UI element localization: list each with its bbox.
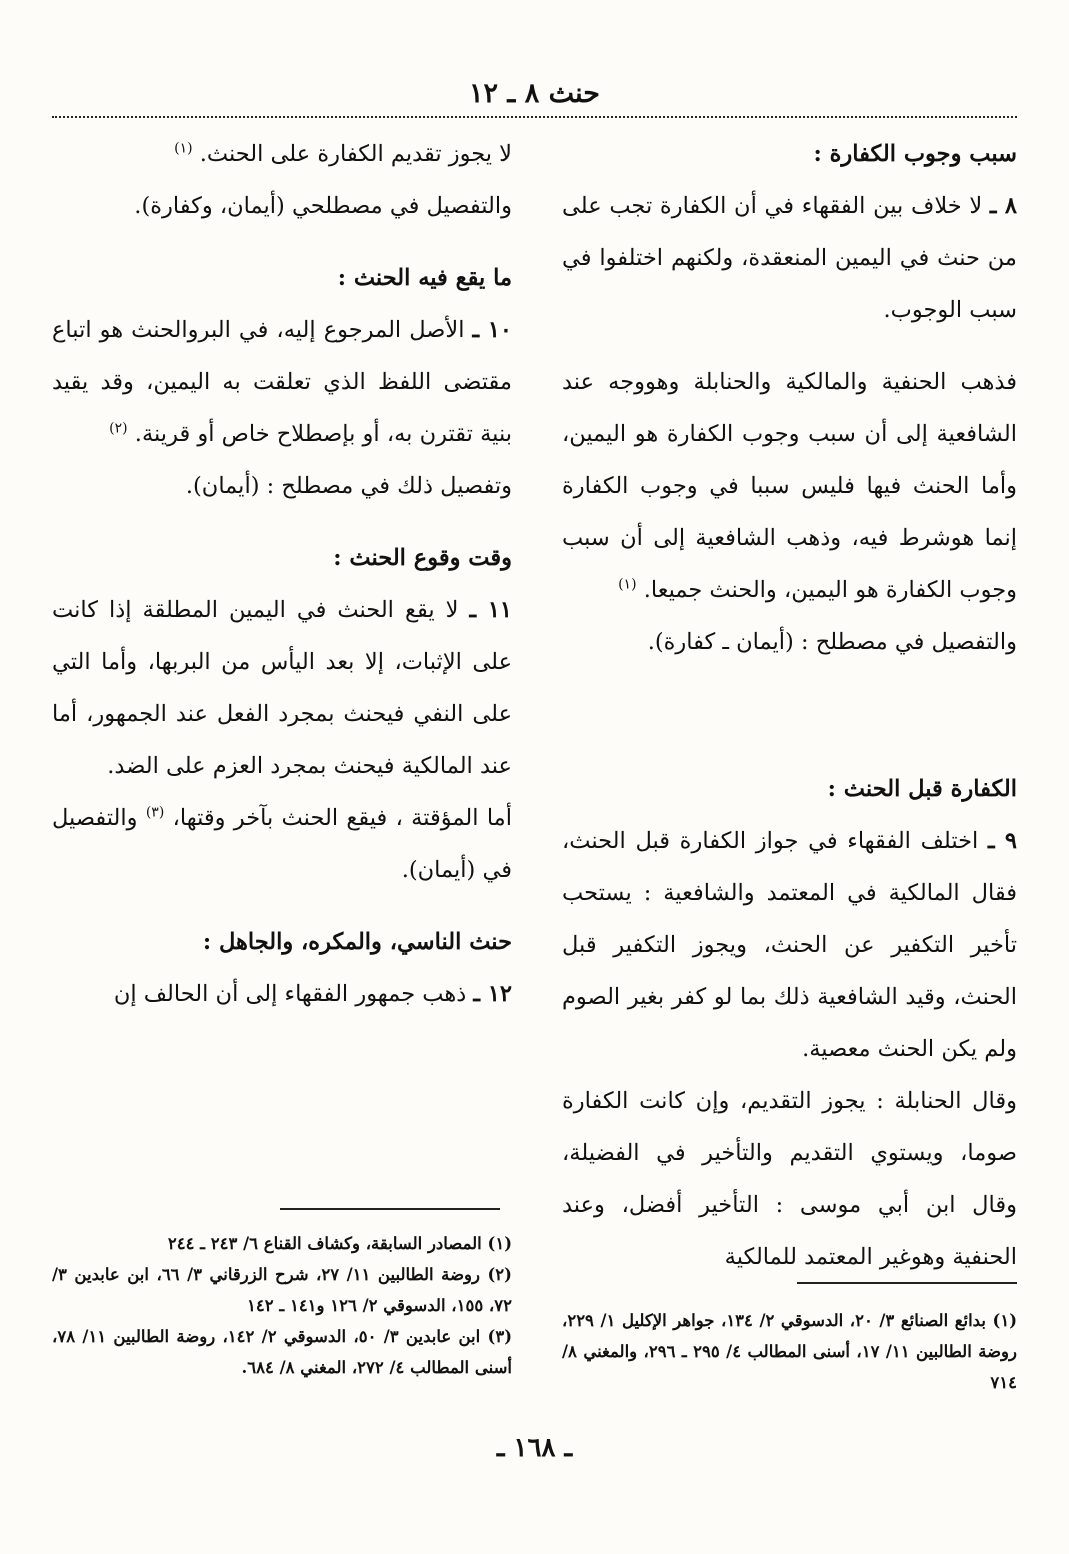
paragraph-8b: [562, 356, 1017, 616]
footnote-ref: (١): [174, 140, 193, 157]
footnote: (١) بدائع الصنائع ٣/ ٢٠، الدسوقي ٢/ ١٣٤، جواهر الإكليل ١/ ٢٢٩، روضة الطالبين ١١/ ١٧، أسنى المطالب ٤/ ٢٩٥ ـ ٢٩٦، والمغني ٨/ ٧١٤: [562, 1311, 1017, 1392]
paragraph-text: ذهب جمهور الفقهاء إلى أن الحالف إن: [113, 981, 467, 1007]
footnote-divider-left: [280, 1208, 500, 1210]
paragraph-number: ١٢ ـ: [473, 981, 512, 1007]
paragraph-text: الأصل المرجوع إليه، في البروالحنث هو اتباع مقتضى اللفظ الذي تعلقت به اليمين، وقد يقيد بنية تقترن به، أو بإصطلاح خاص أو قرينة.: [52, 317, 512, 447]
footnote-ref: (٣): [145, 804, 165, 821]
header-divider: [52, 116, 1017, 118]
paragraph-8c: والتفصيل في مصطلح : (أيمان ـ كفارة).: [647, 629, 1017, 655]
paragraph-number: ٩ ـ: [987, 828, 1017, 854]
paragraph-number: ١١ ـ: [469, 597, 512, 623]
paragraph-continued: [52, 128, 512, 180]
paragraph-9b: وقال الحنابلة : يجوز التقديم، وإن كانت الكفارة صوما، ويستوي التقديم والتأخير في الفضيلة، وقال ابن أبي موسى : التأخير أفضل، وعند الحنفية وهوغير المعتمد للمالكية: [562, 1088, 1017, 1270]
section-heading-kaffara-cause: سبب وجوب الكفارة :: [813, 141, 1017, 167]
footnote: (١) المصادر السابقة، وكشاف القناع ٦/ ٢٤٣ ـ ٢٤٤: [167, 1234, 512, 1253]
paragraph-text: فذهب الحنفية والمالكية والحنابلة وهووجه عند الشافعية إلى أن سبب وجوب الكفارة هو اليمين، وأما الحنث فيها فليس سببا في وجوب الكفارة إنما هوشرط فيه، وذهب الشافعية إلى أن سبب وجوب الكفارة هو اليمين، والحنث جميعا.: [562, 369, 1017, 603]
footnotes-left: [52, 1228, 512, 1383]
page-header: حنث ٨ ـ ١٢: [469, 78, 600, 109]
left-column: [52, 128, 512, 1020]
footnote-ref: (١): [618, 576, 637, 593]
paragraph-10b: وتفصيل ذلك في مصطلح : (أيمان).: [185, 473, 512, 499]
section-heading-kaffara-before-hinth: الكفارة قبل الحنث :: [827, 776, 1017, 802]
footnotes-right: [562, 1305, 1017, 1398]
paragraph-text: اختلف الفقهاء في جواز الكفارة قبل الحنث، فقال المالكية في المعتمد والشافعية : يستحب تأخير التكفير عن الحنث، ويجوز التكفير قبل الحنث، وقيد الشافعية ذلك بما لو كفر بغير الصوم ولم يكن الحنث معصية.: [562, 828, 1017, 1062]
section-heading-time-of-hinth: وقت وقوع الحنث :: [333, 545, 512, 571]
paragraph-text: لا يجوز تقديم الكفارة على الحنث.: [199, 141, 512, 167]
paragraph-11b: [52, 792, 512, 896]
paragraph-text: لا يقع الحنث في اليمين المطلقة إذا كانت على الإثبات، إلا بعد اليأس من البربها، وأما التي على النفي فيحنث بمجرد الفعل عند الجمهور، أما عند المالكية فيحنث بمجرد العزم على الضد.: [52, 597, 512, 779]
paragraph-text: لا خلاف بين الفقهاء في أن الكفارة تجب على من حنث في اليمين المنعقدة، ولكنهم اختلفوا في سبب الوجوب.: [562, 193, 1017, 323]
paragraph-text: أما المؤقتة ، فيقع الحنث بآخر وقتها،: [172, 805, 512, 831]
paragraph-9: [562, 815, 1017, 1075]
footnote: (٢) روضة الطالبين ١١/ ٢٧، شرح الزرقاني ٣/ ٦٦، ابن عابدين ٣/ ٧٢، ١٥٥، الدسوقي ٢/ ١٢٦ و١٤١ ـ ١٤٢: [52, 1265, 512, 1315]
footnote-divider-right: [797, 1282, 1017, 1284]
paragraph-number: ٨ ـ: [989, 193, 1017, 219]
page-number: ـ ١٦٨ ـ: [496, 1433, 573, 1463]
paragraph-continued-2: والتفصيل في مصطلحي (أيمان، وكفارة).: [134, 193, 512, 219]
right-column: [562, 128, 1017, 1283]
paragraph-8: [562, 180, 1017, 336]
paragraph-10: [52, 304, 512, 460]
footnote-ref: (٢): [109, 420, 128, 437]
paragraph-11: [52, 584, 512, 792]
paragraph-12: [52, 968, 512, 1020]
paragraph-number: ١٠ ـ: [472, 317, 512, 343]
footnote: (٣) ابن عابدين ٣/ ٥٠، الدسوقي ٢/ ١٤٢، روضة الطالبين ١١/ ٧٨، أسنى المطالب ٤/ ٢٧٢، المغني ٨/ ٦٨٤.: [52, 1327, 513, 1377]
section-heading-forgetful-coerced-ignorant: حنث الناسي، والمكره، والجاهل :: [202, 929, 512, 955]
section-heading-what-hinth-occurs: ما يقع فيه الحنث :: [337, 265, 512, 291]
paragraph-text: والتفصيل في (أيمان).: [52, 805, 512, 883]
